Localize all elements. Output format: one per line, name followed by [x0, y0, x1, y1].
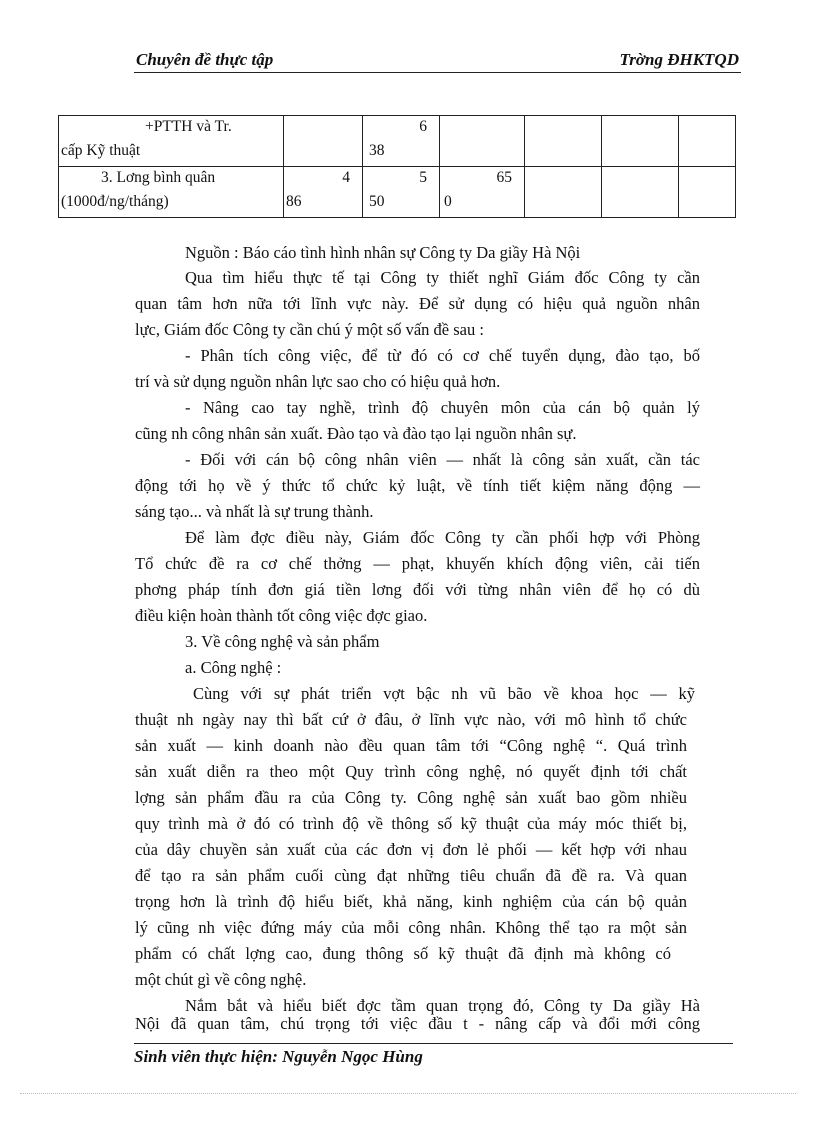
cell-label-line1: +PTTH và Tr.	[145, 118, 232, 135]
paragraph-line: phơng pháp tính đơn giá tiền lơng đối với từng nhân viên để họ có dù	[135, 580, 700, 599]
cell-value: 5	[419, 169, 427, 186]
paragraph-line: - Phân tích công việc, để từ đó có cơ chế tuyển dụng, đào tạo, bố	[185, 346, 700, 365]
cell-value: 50	[369, 193, 385, 210]
paragraph-line: - Nâng cao tay nghề, trình độ chuyên môn của cán bộ quản lý	[185, 398, 700, 417]
paragraph-line: Cùng với sự phát triển vợt bậc nh vũ bão về khoa học — kỹ	[193, 684, 695, 703]
paragraph-line: Nội đã quan tâm, chú trọng tới việc đầu t - nâng cấp và đổi mới công	[135, 1014, 700, 1033]
paragraph-line: điều kiện hoàn thành tốt công việc đợc giao.	[135, 606, 428, 625]
paragraph-line: để tạo ra sản phẩm cuối cùng đạt những tiêu chuẩn đã đề ra. Và quan	[135, 866, 687, 885]
paragraph-line: sản xuất diễn ra theo một Quy trình công nghệ, nó quyết định tới chất	[135, 762, 687, 781]
paragraph-line: thuật nh ngày nay thì bất cứ ở đâu, ở lĩnh vực nào, với mô hình tổ chức	[135, 710, 687, 729]
paragraph-line: - Đối với cán bộ công nhân viên — nhất là công sản xuất, cần tác	[185, 450, 700, 469]
paragraph-line: lực, Giám đốc Công ty cần chú ý một số vấn đề sau :	[135, 320, 484, 339]
page-footer: Sinh viên thực hiện: Nguyễn Ngọc Hùng	[134, 1043, 733, 1067]
body-text	[135, 0, 700, 1040]
section-heading: 3. Về công nghệ và sản phẩm	[185, 632, 380, 651]
paragraph-line: cũng nh công nhân sản xuất. Đào tạo và đào tạo lại nguồn nhân sự.	[135, 424, 577, 443]
cell-value: 86	[286, 193, 302, 210]
cell-value: 38	[369, 142, 385, 159]
paragraph-line: sản xuất — kinh doanh nào đều quan tâm tới “Công nghệ “. Quá trình	[135, 736, 687, 755]
paragraph-line: Qua tìm hiểu thực tế tại Công ty thiết nghĩ Giám đốc Công ty cần	[185, 268, 700, 287]
paragraph-line: Nắm bắt và hiểu biết đợc tầm quan trọng đó, Công ty Da giầy Hà	[185, 996, 700, 1015]
paragraph-line: trọng hơn là trình độ hiểu biết, khả năng, kinh nghiệm của cán bộ quản	[135, 892, 687, 911]
paragraph-line: Để làm đợc điều này, Giám đốc Công ty cần phối hợp với Phòng	[185, 528, 700, 547]
cell-value: 4	[342, 169, 350, 186]
cell-label-line2: cấp Kỹ thuật	[61, 142, 141, 159]
source-note: Nguồn : Báo cáo tình hình nhân sự Công ty Da giầy Hà Nội	[185, 243, 581, 262]
paragraph-line: trí và sử dụng nguồn nhân lực sao cho có hiệu quả hơn.	[135, 372, 501, 391]
subsection-heading: a. Công nghệ :	[185, 658, 282, 677]
paragraph-line: một chút gì về công nghệ.	[135, 970, 307, 989]
paragraph-line: quan tâm hơn nữa tới lĩnh vực này. Để sử dụng có hiệu quả nguồn nhân	[135, 294, 700, 313]
paragraph-line: Tổ chức đề ra cơ chế thởng — phạt, khuyến khích động viên, cải tiến	[135, 554, 700, 573]
paragraph-line: sáng tạo... và nhất là sự trung thành.	[135, 502, 374, 521]
paragraph-line: lợng sản phẩm đầu ra của Công ty. Công nghệ sản xuất bao gồm nhiều	[135, 788, 687, 807]
cell-label-line2: (1000đ/ng/tháng)	[61, 193, 169, 210]
paragraph-line: quy trình mà ở đó có trình độ về thông số kỹ thuật của máy móc thiết bị,	[135, 814, 687, 833]
cell-value: 6	[419, 118, 427, 135]
paragraph-line: phẩm có chất lợng cao, đung thông số kỹ thuật đã định mà không có	[135, 944, 671, 963]
header-school: Trờng ĐHKTQD	[619, 50, 739, 69]
paragraph-line: động tới họ về ý thức tổ chức kỷ luật, về tính tiết kiệm năng động —	[135, 476, 700, 495]
paragraph-line: lý cũng nh việc đứng máy của mỗi công nhân. Không thể tạo ra một sản	[135, 918, 687, 937]
paragraph-line: của dây chuyền sản xuất của các đơn vị đơn lẻ phối — kết hợp với nhau	[135, 840, 687, 859]
page-bottom-divider	[20, 1093, 796, 1094]
cell-value: 0	[444, 193, 452, 210]
cell-value: 65	[496, 169, 512, 186]
cell-label-line1: 3. Lơng bình quân	[101, 169, 216, 186]
header-title: Chuyên đề thực tập	[136, 50, 274, 69]
